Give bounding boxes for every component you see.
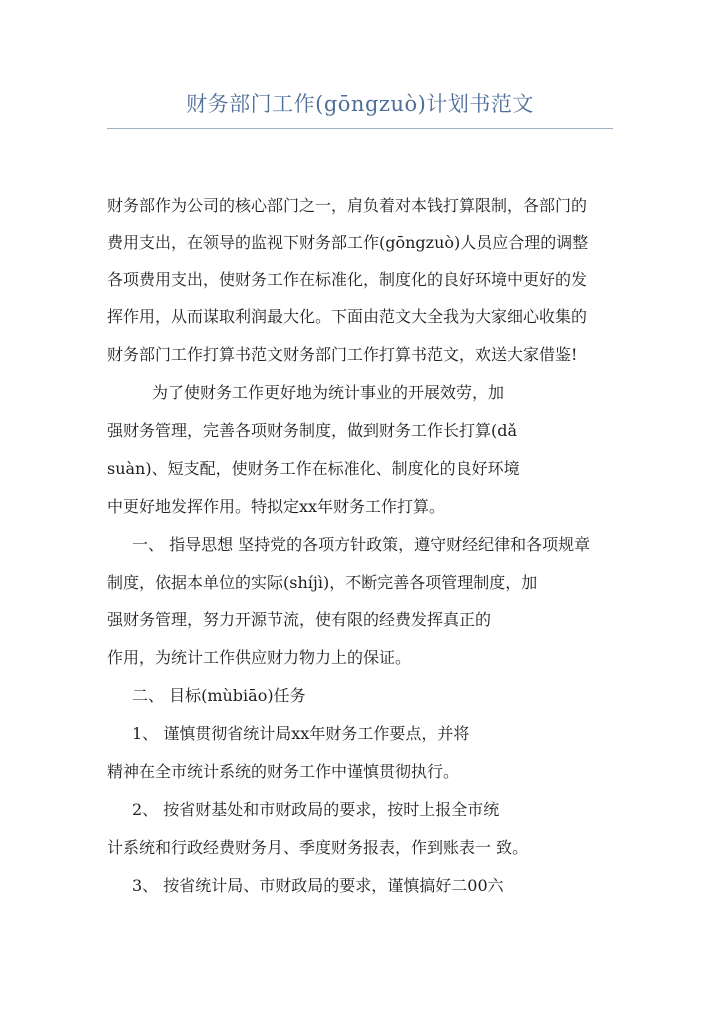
paragraph-line: 3、 按省统计局、市财政局的要求，谨慎搞好二00六 bbox=[132, 876, 504, 895]
section-heading: 二、 目标(mùbiāo)任务 bbox=[132, 686, 306, 705]
paragraph-line: 财务部作为公司的核心部门之一，肩负着对本钱打算限制，各部门的 bbox=[107, 196, 588, 215]
paragraph-line: 作用，为统计工作供应财力物力上的保证。 bbox=[107, 648, 412, 667]
paragraph-line: 1、 谨慎贯彻省统计局xx年财务工作要点，并将 bbox=[132, 724, 470, 743]
paragraph-line: 制度，依据本单位的实际(shíjì)，不断完善各项管理制度，加 bbox=[107, 573, 538, 592]
paragraph-line: 中更好地发挥作用。特拟定xx年财务工作打算。 bbox=[107, 497, 446, 516]
title-divider bbox=[107, 128, 613, 129]
paragraph-line: 一、 指导思想 坚持党的各项方针政策，遵守财经纪律和各项规章 bbox=[132, 535, 591, 554]
paragraph-line: 挥作用，从而谋取利润最大化。下面由范文大全我为大家细心收集的 bbox=[107, 307, 588, 326]
document-title: 财务部门工作(gōngzuò)计划书范文 bbox=[186, 92, 534, 116]
paragraph-line: 强财务管理，完善各项财务制度，做到财务工作长打算(dǎ bbox=[107, 421, 518, 440]
paragraph-line: 费用支出，在领导的监视下财务部工作(gōngzuò)人员应合理的调整 bbox=[107, 233, 589, 252]
paragraph-line: 2、 按省财基处和市财政局的要求，按时上报全市统 bbox=[132, 800, 500, 819]
paragraph-line: 计系统和行政经费财务月、季度财务报表，作到账表一 致。 bbox=[107, 838, 529, 857]
paragraph-line: 强财务管理，努力开源节流，使有限的经费发挥真正的 bbox=[107, 610, 492, 629]
paragraph-line: 精神在全市统计系统的财务工作中谨慎贯彻执行。 bbox=[107, 762, 460, 781]
paragraph-line: suàn)、短支配，使财务工作在标准化、制度化的良好环境 bbox=[107, 459, 520, 478]
paragraph-line: 财务部门工作打算书范文财务部门工作打算书范文，欢送大家借鉴! bbox=[107, 345, 578, 364]
paragraph-line: 为了使财务工作更好地为统计事业的开展效劳，加 bbox=[152, 383, 505, 402]
paragraph-line: 各项费用支出，使财务工作在标准化，制度化的良好环境中更好的发 bbox=[107, 270, 588, 289]
